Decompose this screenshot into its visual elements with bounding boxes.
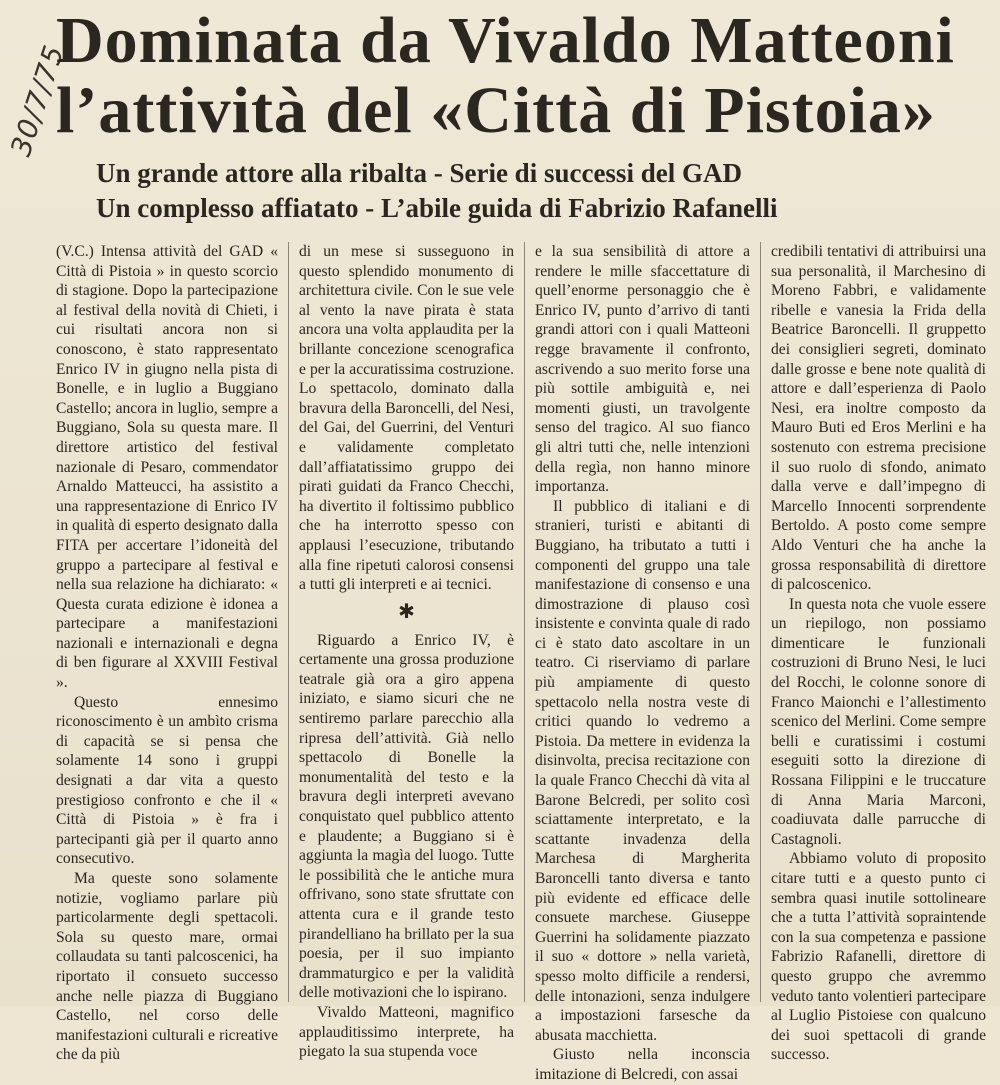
- paragraph: Giusto nella inconscia imitazione di Belcredi, con assai: [535, 1046, 750, 1083]
- paragraph: In questa nota che vuole essere un riepilogo, non possiamo dimenticare le funzionali costruzioni di Bruno Nesi, le luci del Rocchi, le colonne sonore di Franco Maionchi e l’allestimento scenico del Merlini. Come sempre belli e curatissimi i costumi eseguiti sotto la direzione di Rossana Filippini e le truccature di Anna Maria Marconi, coadiuvata dalle parrucche di Castagnoli.: [771, 595, 986, 848]
- paragraph: (V.C.) Intensa attività del GAD « Città di Pistoia » in questo scorcio di stagione. Dopo la partecipazione al festival della novità di Chieti, i cui risultati ancora non si conoscono, è stato rappresentato Enrico IV in giugno nella pista di Bonelle, e in luglio a Buggiano Castello; ancora in luglio, sempre a Buggiano, Sola su questa mare. Il direttore artistico del festival nazionale di Pesaro, commendator Arnaldo Matteucci, ha assistito a una rappresentazione di Enrico IV in qualità di esperto designato dalla FITA per accertare l’idoneità del gruppo a partecipare al festival e nella sua relazione ha dichiarato: « Questa curata edizione è idonea a partecipare a manifestazioni nazionali e internazionali e degna di ben figurare al XXVIII Festival ».: [56, 243, 278, 692]
- paragraph: Abbiamo voluto di proposito citare tutti e a questo punto ci sembra quasi inutile sottolineare che a tutta l’attività sopraintende con la sua competenza e passione Fabrizio Rafanelli, direttore di questo gruppo che avremmo veduto tanto volentieri partecipare al Luglio Pistoiese con qualcuno dei suoi spettacoli di grande successo.: [771, 850, 986, 1064]
- article-columns: [52, 242, 997, 1083]
- paragraph: Ma queste sono solamente notizie, vogliamo parlare più particolarmente degli spettacoli. Sola su questo mare, ormai collaudata su tanti palcoscenici, ha riportato il consueto successo anche nelle piazza di Buggiano Castello, nel corso delle manifestazioni culturali e ricreative che da più: [56, 870, 278, 1064]
- subheadline-line-1: Un grande attore alla ribalta - Serie di successi del GAD: [96, 158, 742, 188]
- paragraph: Riguardo a Enrico IV, è certamente una grossa produzione teatrale già ora a giro appena iniziato, e siamo sicuri che ne sentiremo parlare parecchio alla ripresa dell’attività. Già nello spettacolo di Bonelle la monumentalità del testo e la bravura degli interpreti avevano conquistato quel pubblico attento e plaudente; a Buggiano si è aggiunta la magìa del luogo. Tutte le possibilità che le antiche mura offrivano, sono state sfruttate con attenta cura e il grande testo pirandelliano ha brillato per la sua poesia, per il suo impianto drammaturgico e per la validità delle motivazioni che lo ispirano.: [299, 631, 514, 1002]
- headline: [56, 6, 996, 146]
- paragraph: Questo ennesimo riconoscimento è un ambìto crisma di capacità se si pensa che solamente 14 sono i gruppi designati a dar vita a questo prestigioso confronto e che il « Città di Pistoia » è fra i partecipanti già per il quarto anno consecutivo.: [56, 693, 278, 868]
- paragraph: Il pubblico di italiani e di stranieri, turisti e abitanti di Buggiano, ha tributato a tutti i componenti del gruppo una tale manifestazione di consenso e una dimostrazione di plauso così insistente e convinta quale di rado ci è stato dato ascoltare in un teatro. Ci riserviamo di parlare più ampiamente di questo spettacolo nella nostra veste di critici quando lo vedremo a Pistoia. Da mettere in evidenza la disinvolta, precisa recitazione con la quale Franco Checchi dà vita al Barone Belcredi, per solito così sciattamente interpretato, e la scattante invadenza della Marchesa di Margherita Baroncelli tanto diversa e tanto più evidente ed efficace delle consuete marchese. Giuseppe Guerrini ha solidamente piazzato il suo « dottore » nella varietà, spesso molto difficile a rendersi, delle intonazioni, senza indulgere a impostazioni farsesche da abusata macchietta.: [535, 497, 750, 1044]
- paragraph: Vivaldo Matteoni, magnifico applauditissimo interprete, ha piegato la sua stupenda voce: [299, 1003, 514, 1061]
- subheadline-line-2: Un complesso affiatato - L’abile guida di Fabrizio Rafanelli: [96, 193, 778, 223]
- handwritten-date: 30/7/75: [4, 40, 71, 161]
- article-column-1: [52, 242, 288, 1064]
- paragraph: di un mese si susseguono in questo splendido monumento di architettura civile. Con le sue vele al vento la nave pirata è stata ancora una volta applaudita per la brillante concezione scenografica e per la accuratissima costruzione. Lo spettacolo, dominato dalla bravura della Baroncelli, del Nesi, del Gai, del Guerrini, del Venturi e validamente completato dall’affiatatissimo gruppo dei pirati guidati da Franco Checchi, ha divertito il foltissimo pubblico che ha interrotto spesso con applausi l’esecuzione, tributando alla fine ripetuti calorosi consensi a tutti gli interpreti e ai tecnici.: [299, 243, 514, 594]
- article-column-4: [760, 242, 996, 1064]
- subheadline: [96, 156, 976, 226]
- article-column-2: [288, 242, 524, 1061]
- headline-line-2: l’attività del «Città di Pistoia»: [56, 74, 936, 147]
- paragraph: credibili tentativi di attribuirsi una sua personalità, il Marchesino di Moreno Fabbri, e validamente ribelle e vanesia la Frida della Beatrice Baroncelli. Il gruppetto dei consiglieri segreti, dominato dalle grosse e bene note qualità di attore e dall’esperienza di Paolo Nesi, era inoltre composto da Mauro Buti ed Eros Merlini e ha sostenuto con estrema precisione il suo ruolo di sfondo, animato dalla verve e dall’impegno di Marcello Innocenti sorprendente Bertoldo. A posto come sempre Aldo Venturi che ha anche la grossa responsabilità di direttore di palcoscenico.: [771, 243, 986, 594]
- section-separator-asterisk: ✱: [398, 600, 415, 623]
- paragraph: e la sua sensibilità di attore a rendere le mille sfaccettature di quell’enorme personaggio che è Enrico IV, punto d’arrivo di tanti grandi attori con i quali Matteoni regge bravamente il confronto, ascrivendo a suo merito forse una più sottile ambiguità e, nei momenti giusti, un travolgente senso del tragico. Al suo fianco gli altri tutti che, nelle intenzioni della regìa, non hanno minore importanza.: [535, 243, 750, 496]
- article-column-3: [524, 242, 760, 1083]
- headline-line-1: Dominata da Vivaldo Matteoni: [56, 4, 955, 77]
